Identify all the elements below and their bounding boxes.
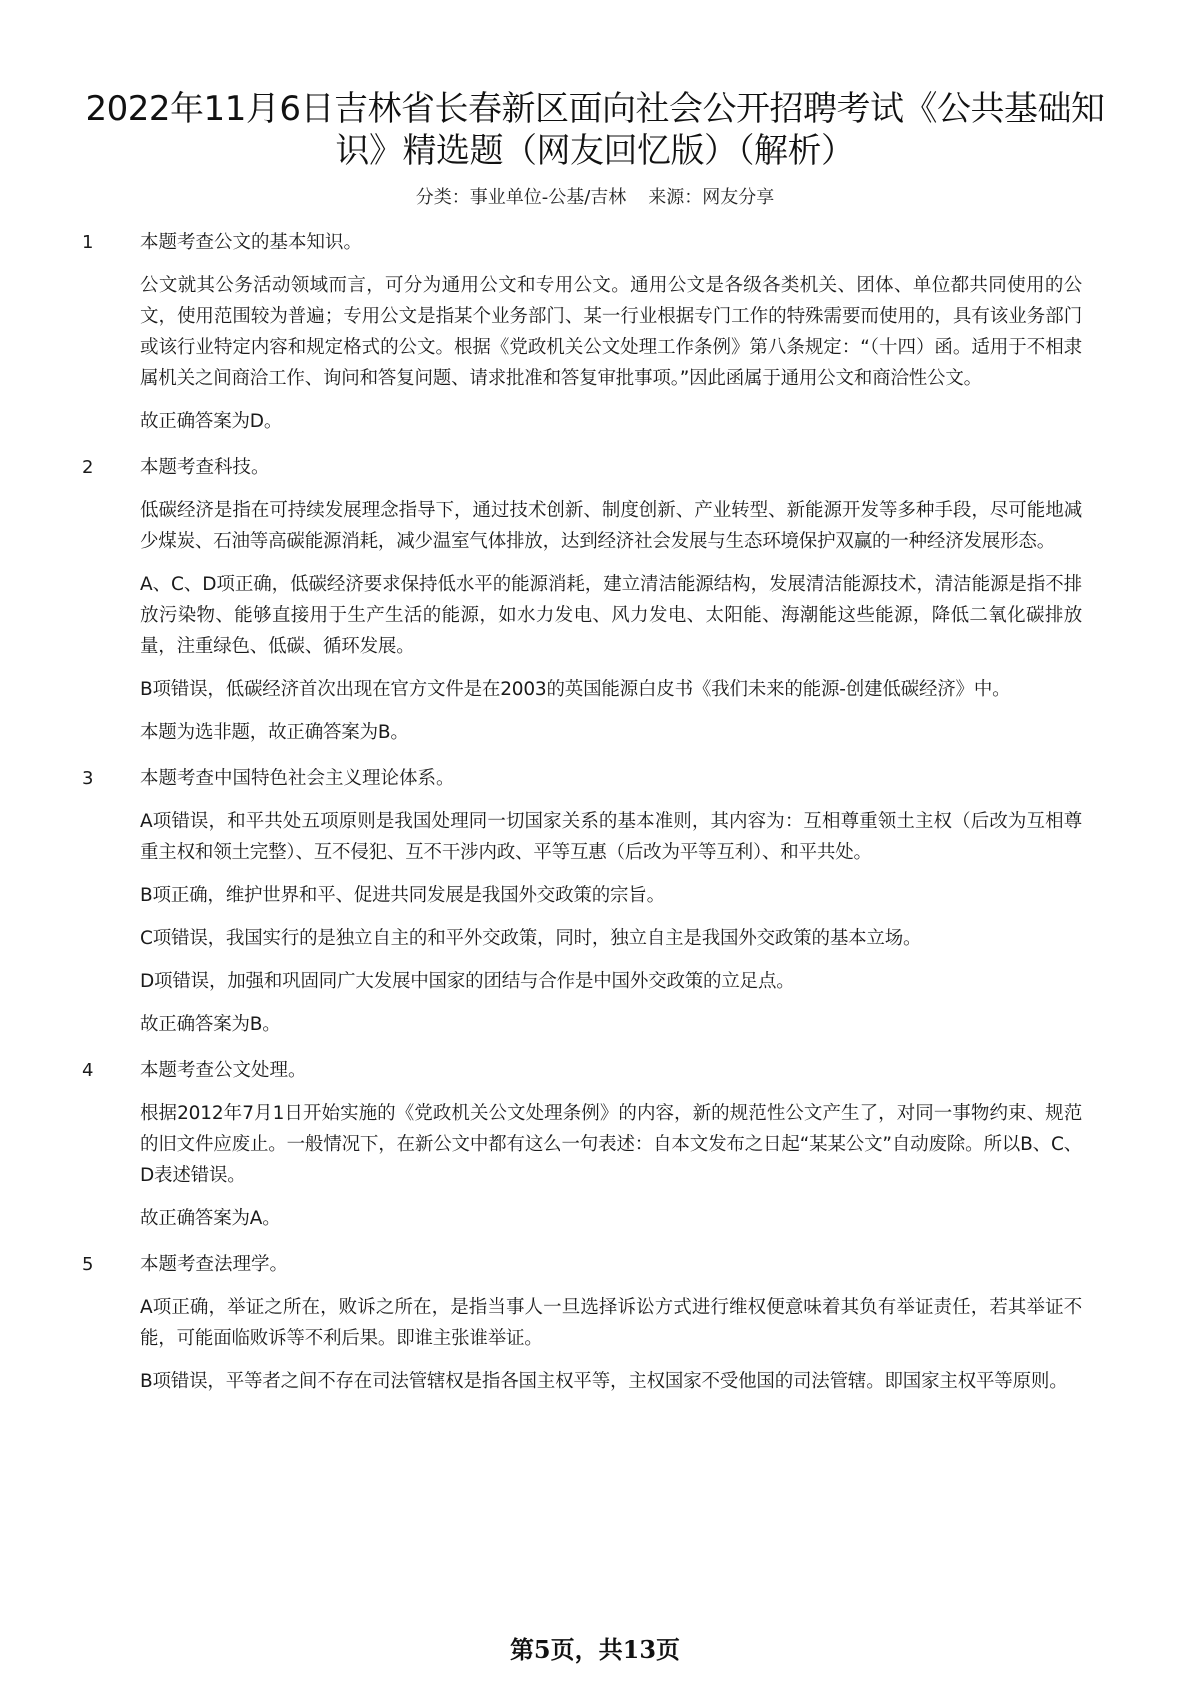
question-item [0, 764, 1190, 1040]
question-number: 4 [82, 1060, 94, 1081]
answer-list [0, 228, 1190, 1413]
answer-line: 故正确答案为B。 [140, 1014, 281, 1035]
category-label: 分类：事业单位-公基/吉林 [415, 187, 627, 208]
question-number: 3 [82, 768, 94, 789]
explanation-paragraph: 公文就其公务活动领域而言，可分为通用公文和专用公文。通用公文是各级各类机关、团体、单位都共同使用的公文，使用范围较为普遍；专用公文是指某个业务部门、某一行业根据专门工作的特殊需要而使用的，具有该业务部门或该行业特定内容和规定格式的公文。根据《党政机关公文处理工作条例》第八条规定：“（十四）函。适用于不相隶属机关之间商洽工作、询问和答复问题、请求批准和答复审批事项。”因此函属于通用公文和商洽性公文。 [140, 275, 1082, 389]
question-topic: 本题考查中国特色社会主义理论体系。 [140, 768, 455, 789]
question-topic: 本题考查法理学。 [140, 1254, 289, 1275]
explanation-paragraph: D项错误，加强和巩固同广大发展中国家的团结与合作是中国外交政策的立足点。 [140, 971, 795, 992]
page-title: 2022年11月6日吉林省长春新区面向社会公开招聘考试《公共基础知识》精选题（网友回忆版）（解析） [85, 89, 1105, 171]
explanation-paragraph: 根据2012年7月1日开始实施的《党政机关公文处理条例》的内容，新的规范性公文产生了，对同一事物约束、规范的旧文件应废止。一般情况下，在新公文中都有这么一句表述：自本文发布之日起“某某公文”自动废除。所以B、C、D表述错误。 [140, 1103, 1082, 1186]
answer-line: 本题为选非题，故正确答案为B。 [140, 722, 409, 743]
question-item [0, 1056, 1190, 1234]
explanation-paragraph: A项正确，举证之所在，败诉之所在，是指当事人一旦选择诉讼方式进行维权便意味着其负有举证责任，若其举证不能，可能面临败诉等不利后果。即谁主张谁举证。 [140, 1297, 1082, 1349]
question-item [0, 453, 1190, 748]
explanation-paragraph: B项错误，平等者之间不存在司法管辖权是指各国主权平等，主权国家不受他国的司法管辖。即国家主权平等原则。 [140, 1371, 1068, 1392]
question-topic: 本题考查科技。 [140, 457, 270, 478]
explanation-paragraph: B项错误，低碳经济首次出现在官方文件是在2003的英国能源白皮书《我们未来的能源-创建低碳经济》中。 [140, 679, 1011, 700]
question-topic: 本题考查公文处理。 [140, 1060, 307, 1081]
answer-line: 故正确答案为A。 [140, 1208, 281, 1229]
question-number: 1 [82, 232, 94, 253]
answer-line: 故正确答案为D。 [140, 411, 283, 432]
explanation-paragraph: C项错误，我国实行的是独立自主的和平外交政策，同时，独立自主是我国外交政策的基本立场。 [140, 928, 922, 949]
page-number-footer: 第5页，共13页 [509, 1635, 681, 1664]
explanation-paragraph: A、C、D项正确，低碳经济要求保持低水平的能源消耗，建立清洁能源结构，发展清洁能源技术，清洁能源是指不排放污染物、能够直接用于生产生活的能源，如水力发电、风力发电、太阳能、海潮能这些能源，降低二氧化碳排放量，注重绿色、低碳、循环发展。 [140, 574, 1082, 657]
question-number: 5 [82, 1254, 94, 1275]
explanation-paragraph: 低碳经济是指在可持续发展理念指导下，通过技术创新、制度创新、产业转型、新能源开发等多种手段，尽可能地减少煤炭、石油等高碳能源消耗，减少温室气体排放，达到经济社会发展与生态环境保护双赢的一种经济发展形态。 [140, 500, 1082, 552]
question-topic: 本题考查公文的基本知识。 [140, 232, 363, 253]
question-item [0, 1250, 1190, 1397]
source-label: 来源：网友分享 [648, 187, 775, 208]
explanation-paragraph: B项正确，维护世界和平、促进共同发展是我国外交政策的宗旨。 [140, 885, 665, 906]
document-meta [70, 186, 1120, 210]
question-number: 2 [82, 457, 94, 478]
question-item [0, 228, 1190, 437]
explanation-paragraph: A项错误，和平共处五项原则是我国处理同一切国家关系的基本准则，其内容为：互相尊重领土主权（后改为互相尊重主权和领土完整）、互不侵犯、互不干涉内政、平等互惠（后改为平等互利）、和平共处。 [140, 811, 1082, 863]
